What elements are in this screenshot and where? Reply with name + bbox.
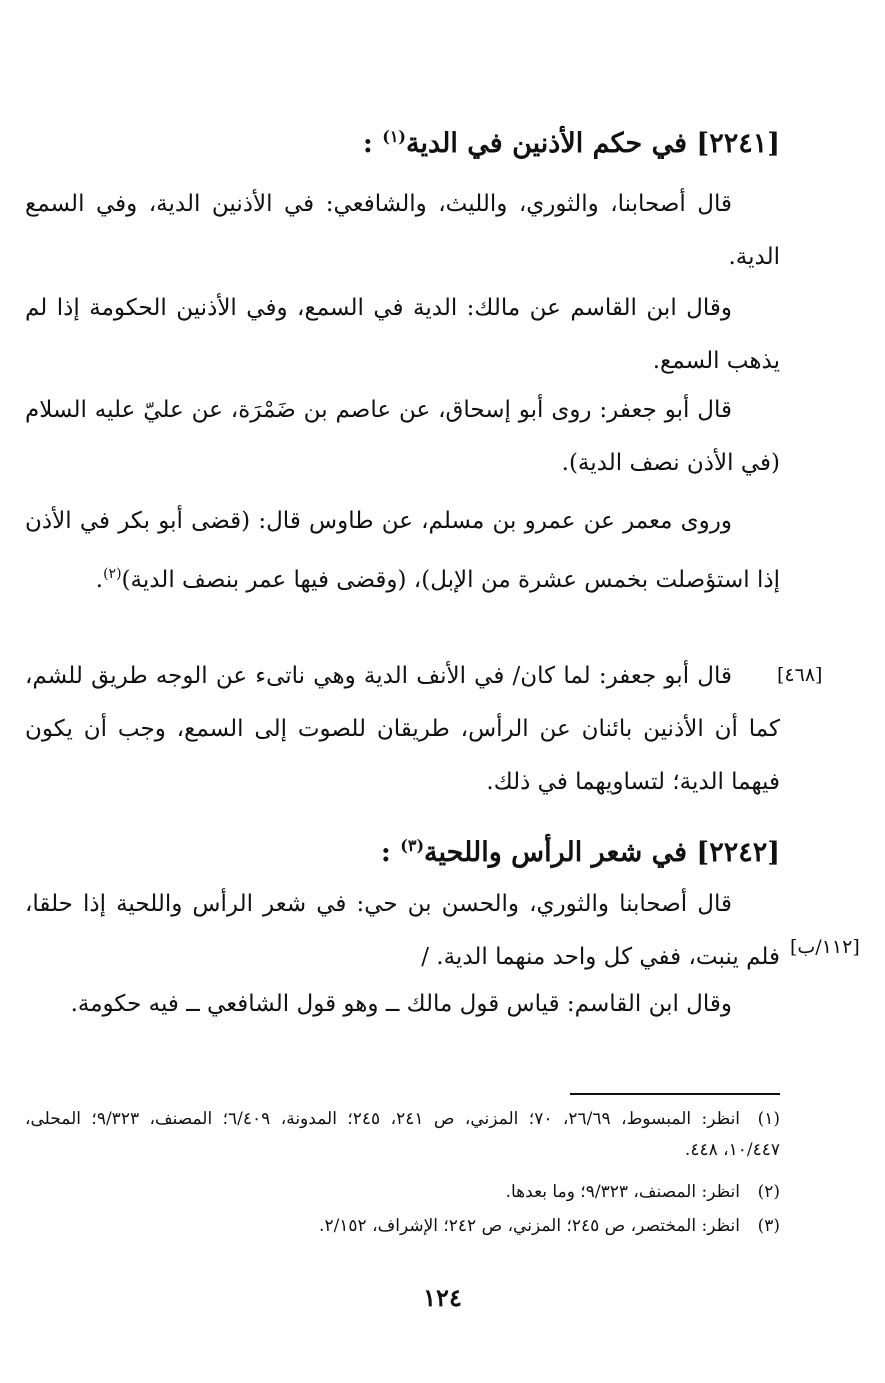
paragraph-text: قال أبو جعفر: لما كان/ في الأنف الدية وهي ناتىء عن الوجه طريق للشم، كما أن الأذنين بائنان عن الرأس، طريقان للصوت إلى السمع، وجب أن يكون فيهما الدية؛ لتساويهما في ذلك. bbox=[25, 663, 780, 795]
section-number: [٢٢٤٢] bbox=[696, 837, 780, 868]
paragraph-7 bbox=[25, 978, 780, 1031]
paragraph-5 bbox=[25, 650, 780, 809]
footnote-text: انظر: المبسوط، ٢٦/٦٩، ٧٠؛ المزني، ص ٢٤١، ٢٤٥؛ المدونة، ٦/٤٠٩؛ المصنف، ٩/٣٢٣؛ المحلى، ١٠/٤٤٧، ٤٤٨. bbox=[25, 1109, 780, 1160]
paragraph-text: قال أصحابنا والثوري، والحسن بن حي: في شعر الرأس واللحية إذا حلقا، فلم ينبت، ففي كل واحد منهما الدية. / bbox=[25, 891, 780, 970]
margin-page-reference: [١١٢/ب] bbox=[790, 936, 860, 958]
paragraph-text: وقال ابن القاسم عن مالك: الدية في السمع، وفي الأذنين الحكومة إذا لم يذهب السمع. bbox=[25, 295, 780, 374]
footnote-marker: (١) bbox=[382, 127, 406, 146]
footnote-text: انظر: المختصر، ص ٢٤٥؛ المزني، ص ٢٤٢؛ الإشراف، ٢/١٥٢. bbox=[319, 1216, 740, 1236]
section-heading-2241 bbox=[60, 117, 780, 164]
heading-colon: : bbox=[380, 837, 391, 868]
heading-colon: : bbox=[362, 128, 373, 159]
footnote-1 bbox=[25, 1104, 780, 1166]
footnote-marker: (٢) bbox=[103, 566, 122, 582]
footnote-3 bbox=[25, 1211, 780, 1242]
section-title: في حكم الأذنين في الدية bbox=[405, 128, 688, 159]
paragraph-1 bbox=[25, 178, 780, 284]
paragraph-text: وقال ابن القاسم: قياس قول مالك ــ وهو قول الشافعي ــ فيه حكومة. bbox=[70, 991, 732, 1017]
footnote-number: (٣) bbox=[757, 1216, 780, 1236]
paragraph-2 bbox=[25, 282, 780, 388]
margin-page-reference: [٤٦٨] bbox=[777, 664, 823, 686]
footnote-number: (١) bbox=[757, 1109, 781, 1129]
footnote-number: (٢) bbox=[757, 1182, 780, 1202]
section-title: في شعر الرأس واللحية bbox=[424, 837, 688, 868]
paragraph-text: وروى معمر عن عمرو بن مسلم، عن طاوس قال: (قضى أبو بكر في الأذن إذا استؤصلت بخمس عشرة من الإبل)، (وقضى فيها عمر بنصف الدية) bbox=[25, 508, 780, 593]
footnote-text: انظر: المصنف، ٩/٣٢٣؛ وما بعدها. bbox=[505, 1182, 740, 1202]
section-heading-2242 bbox=[60, 826, 780, 873]
footnote-marker: (٣) bbox=[400, 836, 425, 855]
footnote-separator bbox=[570, 1093, 780, 1095]
page-number: ١٢٤ bbox=[423, 1283, 462, 1312]
paragraph-3 bbox=[25, 384, 780, 490]
paragraph-text: قال أبو جعفر: روى أبو إسحاق، عن عاصم بن ضَمْرَة، عن عليّ عليه السلام (في الأذن نصف الدية). bbox=[25, 397, 780, 476]
section-number: [٢٢٤١] bbox=[696, 128, 780, 159]
footnote-2 bbox=[25, 1177, 780, 1208]
paragraph-4: وروى معمر عن عمرو بن مسلم، عن طاوس قال: (قضى أبو بكر في الأذن إذا استؤصلت بخمس عشرة من الإبل)، (وقضى فيها عمر بنصف الدية)$^{(٢)}$. bbox=[25, 508, 780, 593]
paragraph-text: قال أصحابنا، والثوري، والليث، والشافعي: في الأذنين الدية، وفي السمع الدية. bbox=[25, 191, 780, 270]
paragraph-6 bbox=[25, 878, 780, 984]
